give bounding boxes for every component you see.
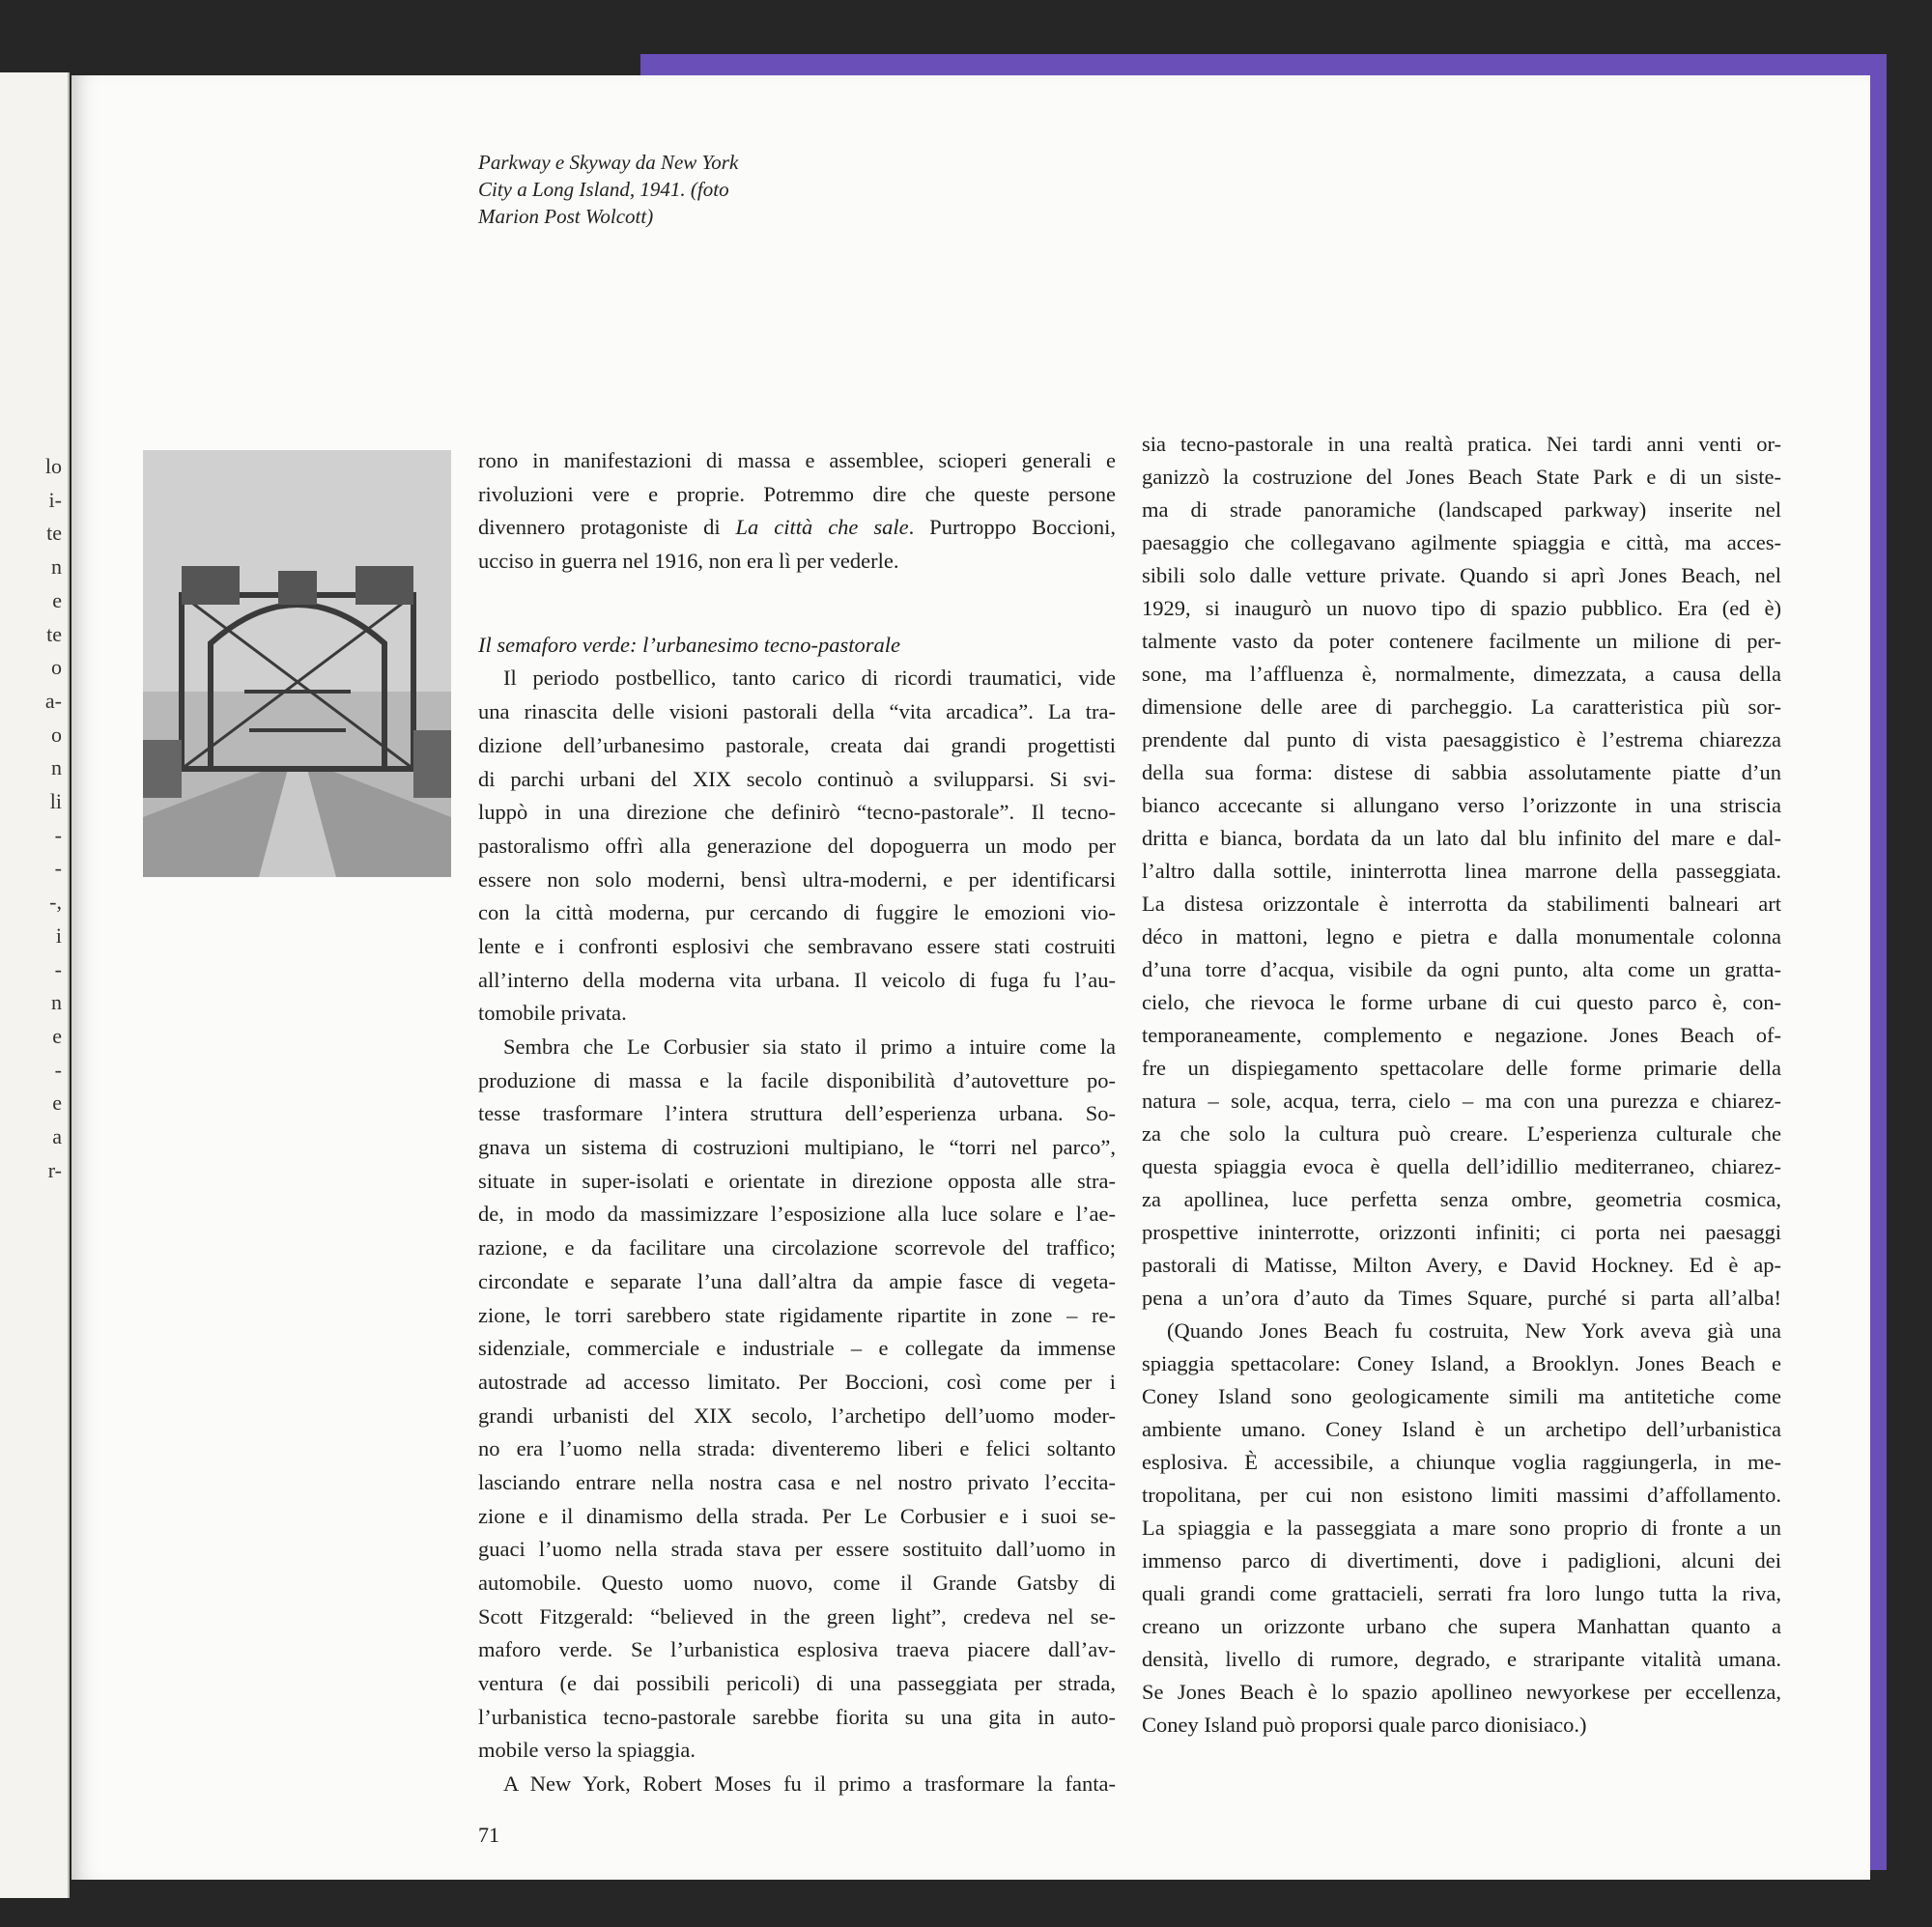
text-line-row xyxy=(1142,921,1781,953)
text-segment: situate in super-isolati e orientate in direzione opposta alle stra- xyxy=(478,1168,1116,1193)
caption-line: City a Long Island, 1941. (foto xyxy=(478,178,729,201)
text-segment: fre un dispiegamento spettacolare delle forme primarie della xyxy=(1142,1056,1781,1080)
text-line xyxy=(1142,1709,1781,1742)
text-line xyxy=(478,695,1116,729)
text-line-row xyxy=(478,1466,1116,1500)
text-segment: mobile verso la spiaggia. xyxy=(478,1738,696,1763)
text-line xyxy=(1142,559,1781,592)
bridge-photo xyxy=(143,450,451,877)
text-line xyxy=(478,1432,1116,1466)
text-line xyxy=(1142,691,1781,723)
text-line xyxy=(478,729,1116,763)
facing-page-text-fragment: - xyxy=(54,956,62,981)
text-line xyxy=(478,1198,1116,1232)
text-segment: sia tecno-pastorale in una realtà pratica. Nei tardi anni venti or- xyxy=(1142,432,1781,456)
text-line-row xyxy=(478,896,1116,930)
text-segment: con la città moderna, pur cercando di fuggire le emozioni vio- xyxy=(478,900,1116,925)
text-line-row xyxy=(478,763,1116,797)
text-segment: sibili solo dalle vetture private. Quando si aprì Jones Beach, nel xyxy=(1142,563,1781,587)
text-segment: lente e i confronti esplosivi che sembravano essere stati costruiti xyxy=(478,933,1116,958)
facing-page-text-fragment: e xyxy=(52,1091,62,1116)
text-line xyxy=(1142,1019,1781,1052)
text-line-row xyxy=(1142,855,1781,888)
text-segment: lasciando entrare nella nostra casa e nel nostro privato l’eccita- xyxy=(478,1469,1116,1494)
text-segment: grandi urbanisti del XIX secolo, l’archetipo dell’uomo moder- xyxy=(478,1403,1116,1428)
text-segment: prospettive ininterrotte, orizzonti infiniti; ci porta nei paesaggi xyxy=(1142,1220,1781,1244)
facing-page-text-fragment: o xyxy=(51,655,62,680)
text-segment: immenso parco di divertimenti, dove i padiglioni, alcuni dei xyxy=(1142,1548,1781,1573)
photo-caption xyxy=(478,149,738,230)
text-line-row xyxy=(1142,691,1781,723)
text-segment: Il periodo postbellico, tanto carico di ricordi traumatici, vide xyxy=(503,666,1116,691)
text-line-row xyxy=(478,1734,1116,1768)
text-line-row xyxy=(478,629,1116,663)
text-segment: (Quando Jones Beach fu costruita, New York aveva già una xyxy=(1167,1318,1781,1343)
text-line xyxy=(478,930,1116,964)
text-line-row xyxy=(1142,559,1781,592)
text-segment: 1929, si inaugurò un nuovo tipo di spazio pubblico. Era (ed è) xyxy=(1142,596,1781,620)
bridge-illustration xyxy=(143,450,451,877)
text-line-row xyxy=(1142,428,1781,461)
text-line xyxy=(1142,1610,1781,1643)
text-line xyxy=(1142,625,1781,658)
text-line xyxy=(1142,723,1781,756)
text-line-row xyxy=(478,444,1116,478)
text-line-row xyxy=(1142,1380,1781,1413)
text-line xyxy=(1142,888,1781,921)
text-line-row xyxy=(1142,888,1781,921)
text-line xyxy=(478,1500,1116,1534)
text-line xyxy=(1142,756,1781,789)
facing-page-text-fragment: i- xyxy=(48,487,62,512)
text-line xyxy=(1142,1544,1781,1577)
text-line-row xyxy=(1142,953,1781,986)
text-segment: zione, le torri sarebbero state rigidamente ripartite in zone – re- xyxy=(478,1302,1116,1327)
text-segment: Il semaforo verde: l’urbanesimo tecno-pastorale xyxy=(478,632,900,657)
text-line-row xyxy=(1142,1216,1781,1249)
text-line xyxy=(478,830,1116,864)
text-line-row xyxy=(478,1031,1116,1064)
text-segment: razione, e da facilitare una circolazione scorrevole del traffico; xyxy=(478,1235,1116,1261)
text-line-row xyxy=(1142,592,1781,625)
text-line xyxy=(478,1366,1116,1400)
text-segment: pastoralismo offrì alla generazione del dopoguerra un modo per xyxy=(478,833,1116,858)
text-line xyxy=(1142,494,1781,526)
text-line-row xyxy=(1142,1413,1781,1446)
text-column-left xyxy=(478,444,1116,1801)
text-line-row xyxy=(478,1299,1116,1333)
text-line-row xyxy=(478,1265,1116,1299)
text-line xyxy=(478,662,1116,695)
text-line-row xyxy=(1142,1544,1781,1577)
text-line xyxy=(1142,526,1781,559)
text-segment: sidenziale, commerciale e industriale – e collegate da immense xyxy=(478,1336,1116,1361)
text-line xyxy=(1142,1512,1781,1544)
text-line-row xyxy=(478,997,1116,1031)
text-segment: prendente dal punto di vista paesaggistico è l’estrema chiarezza xyxy=(1142,727,1781,751)
text-line xyxy=(478,763,1116,797)
text-line xyxy=(478,1165,1116,1199)
text-line-row xyxy=(478,1432,1116,1466)
text-segment: ma di strade panoramiche (landscaped parkway) inserite nel xyxy=(1142,497,1781,522)
text-line-row xyxy=(478,1567,1116,1601)
text-segment: maforo verde. Se l’urbanistica esplosiva traeva piacere dall’av- xyxy=(478,1637,1116,1662)
text-line-row xyxy=(478,695,1116,729)
text-segment: talmente vasto da poter contenere facilmente un milione di per- xyxy=(1142,629,1781,653)
text-segment: esplosiva. È accessibile, a chiunque voglia raggiungerla, in me- xyxy=(1142,1450,1781,1474)
text-line xyxy=(1142,1446,1781,1479)
text-segment: autostrade ad accesso limitato. Per Boccioni, così come per i xyxy=(478,1369,1116,1394)
text-segment: za che solo la cultura può creare. L’esperienza culturale che xyxy=(1142,1121,1781,1146)
facing-page-text-fragment: - xyxy=(54,822,62,847)
text-line xyxy=(478,896,1116,930)
text-line-row xyxy=(1142,756,1781,789)
text-segment: dizione dell’urbanesimo pastorale, creata dai grandi progettisti xyxy=(478,732,1116,757)
accent-strip-top xyxy=(640,54,1887,77)
text-line xyxy=(478,1533,1116,1567)
text-line-row xyxy=(1142,986,1781,1019)
text-segment: quali grandi come grattacieli, serrati fra loro lungo tutta la riva, xyxy=(1142,1581,1781,1605)
facing-page-text-fragment: - xyxy=(54,856,62,881)
text-segment: tomobile privata. xyxy=(478,1001,627,1026)
text-line xyxy=(478,796,1116,830)
text-segment: essere non solo moderni, bensì ultra-moderni, e per identificarsi xyxy=(478,866,1116,892)
text-line-row xyxy=(1142,723,1781,756)
text-segment: dritta e bianca, bordata da un lato dal blu infinito del mare e dal- xyxy=(1142,826,1781,850)
text-line-row xyxy=(478,545,1116,579)
facing-page-text-fragment: o xyxy=(51,722,62,747)
text-segment: tropolitana, per cui non esistono limiti massimi d’affollamento. xyxy=(1142,1483,1781,1507)
text-line xyxy=(478,1064,1116,1098)
text-column-right xyxy=(1142,428,1781,1742)
text-line xyxy=(478,1031,1116,1064)
text-line xyxy=(1142,789,1781,822)
text-line xyxy=(1142,986,1781,1019)
text-line xyxy=(478,1633,1116,1667)
text-segment: di parchi urbani del XIX secolo continuò a svilupparsi. Si svi- xyxy=(478,766,1116,791)
text-line xyxy=(1142,822,1781,855)
text-line-row xyxy=(1142,1347,1781,1380)
text-line xyxy=(1142,1249,1781,1282)
facing-page-edge xyxy=(0,72,70,1898)
facing-page-text-fragment: -, xyxy=(49,890,62,915)
text-line xyxy=(478,1232,1116,1265)
text-segment: luppò in una direzione che definirò “tecno-pastorale”. Il tecno- xyxy=(478,800,1116,825)
text-line-row xyxy=(1142,1610,1781,1643)
facing-page-text-fragment: r- xyxy=(47,1157,62,1182)
text-segment: Sembra che Le Corbusier sia stato il primo a intuire come la xyxy=(503,1034,1116,1059)
text-line-row xyxy=(1142,1315,1781,1347)
text-segment: rono in manifestazioni di massa e assemblee, scioperi generali e xyxy=(478,448,1116,472)
text-line-row xyxy=(1142,1709,1781,1742)
text-line-row xyxy=(1142,494,1781,526)
text-line-row xyxy=(1142,1512,1781,1544)
text-segment: de, in modo da massimizzare l’esposizione alla luce solare e l’ae- xyxy=(478,1202,1116,1227)
text-line-row xyxy=(478,1165,1116,1199)
text-line xyxy=(478,444,1116,478)
text-line-row xyxy=(1142,822,1781,855)
text-line-row xyxy=(1142,1052,1781,1085)
page-number: 71 xyxy=(478,1823,499,1847)
text-line xyxy=(1142,1282,1781,1315)
text-segment: paesaggio che collegavano agilmente spiaggia e città, ma acces- xyxy=(1142,530,1781,554)
text-segment: automobile. Questo uomo nuovo, come il Grande Gatsby di xyxy=(478,1571,1116,1595)
text-line-row xyxy=(478,1366,1116,1400)
text-segment: natura – sole, acqua, terra, cielo – ma con una purezza e chiarez- xyxy=(1142,1089,1781,1113)
text-segment: A New York, Robert Moses fu il primo a trasformare la fanta- xyxy=(503,1771,1116,1797)
text-line-row xyxy=(1142,1183,1781,1216)
text-line xyxy=(1142,1183,1781,1216)
text-line-row xyxy=(1142,461,1781,494)
text-segment: circondate e separate l’una dall’altra da ampie fasce di vegeta- xyxy=(478,1268,1116,1293)
text-segment: l’altro dalla sottile, ininterrotta linea marrone della passeggiata. xyxy=(1142,859,1781,883)
text-line xyxy=(478,1332,1116,1366)
text-segment: della sua forma: distese di sabbia assolutamente piatte d’un xyxy=(1142,760,1781,784)
text-segment: za apollinea, luce perfetta senza ombre, geometria cosmica, xyxy=(1142,1187,1781,1211)
text-line xyxy=(478,545,1116,579)
text-line xyxy=(1142,1052,1781,1085)
text-line-row xyxy=(478,1768,1116,1801)
text-line-row xyxy=(478,1131,1116,1165)
text-segment: ganizzò la costruzione del Jones Beach State Park e di un siste- xyxy=(1142,465,1781,489)
text-segment: Coney Island può proporsi quale parco dionisiaco.) xyxy=(1142,1713,1587,1737)
text-line xyxy=(1142,921,1781,953)
text-segment: rivoluzioni vere e proprie. Potremmo dire che queste persone xyxy=(478,481,1116,506)
text-segment: produzione di massa e la facile disponibilità d’autovetture po- xyxy=(478,1067,1116,1092)
text-segment: Coney Island sono geologicamente simili ma antitetiche come xyxy=(1142,1384,1781,1408)
facing-page-text-fragment: i xyxy=(55,922,62,948)
text-segment: pena a un’ora d’auto da Times Square, purché si parta all’alba! xyxy=(1142,1286,1781,1310)
text-line xyxy=(478,1131,1116,1165)
text-line xyxy=(478,1567,1116,1601)
text-line xyxy=(1142,1643,1781,1676)
text-line xyxy=(478,1097,1116,1131)
text-line xyxy=(478,478,1116,512)
text-segment: gnava un sistema di costruzioni multipiano, le “torri nel parco”, xyxy=(478,1135,1116,1160)
text-line-row xyxy=(478,1701,1116,1735)
facing-page-text-fragment: a- xyxy=(44,688,62,713)
text-line xyxy=(1142,1347,1781,1380)
text-segment: una rinascita delle visioni pastorali della “vita arcadica”. La tra- xyxy=(478,699,1116,724)
text-line-row xyxy=(478,1533,1116,1567)
text-segment: bianco accecante si allungano verso l’orizzonte in una striscia xyxy=(1142,793,1781,817)
text-line xyxy=(478,1466,1116,1500)
text-line-row xyxy=(1142,625,1781,658)
facing-page-text-fragment: n xyxy=(51,554,62,580)
text-line-row xyxy=(1142,1249,1781,1282)
text-line xyxy=(1142,461,1781,494)
facing-page-text-fragment: li xyxy=(49,789,62,813)
text-line-row xyxy=(478,830,1116,864)
facing-page-text-fragment: n xyxy=(51,990,62,1015)
text-line-row xyxy=(478,964,1116,998)
facing-page-text-fragment: te xyxy=(46,621,62,646)
text-line-row xyxy=(478,579,1116,629)
text-line-row xyxy=(1142,526,1781,559)
text-segment: tesse trasformare l’intera struttura dell’esperienza urbana. So- xyxy=(478,1101,1116,1126)
text-segment: spiaggia spettacolare: Coney Island, a Brooklyn. Jones Beach e xyxy=(1142,1351,1781,1375)
text-line xyxy=(478,997,1116,1031)
caption-line: Marion Post Wolcott) xyxy=(478,205,654,228)
text-line xyxy=(478,1734,1116,1768)
text-line xyxy=(1142,1118,1781,1150)
text-line xyxy=(1142,1216,1781,1249)
text-line-row xyxy=(478,1097,1116,1131)
text-line-row xyxy=(478,1198,1116,1232)
text-segment: déco in mattoni, legno e pietra e dalla monumentale colonna xyxy=(1142,924,1781,949)
facing-page-text-fragment: a xyxy=(52,1124,62,1148)
text-line-row xyxy=(478,1500,1116,1534)
text-segment: Scott Fitzgerald: “believed in the green light”, credeva nel se- xyxy=(478,1603,1116,1629)
text-line-row xyxy=(1142,1019,1781,1052)
text-line-row xyxy=(1142,789,1781,822)
text-line xyxy=(1142,592,1781,625)
text-line-row xyxy=(1142,1118,1781,1150)
text-line xyxy=(1142,953,1781,986)
text-line xyxy=(478,964,1116,998)
text-segment: La distesa orizzontale è interrotta da stabilimenti balneari art xyxy=(1142,892,1781,916)
facing-page-text-fragment: n xyxy=(51,755,62,780)
text-line-row xyxy=(478,796,1116,830)
text-segment: sone, ma l’affluenza è, normalmente, dimezzata, a causa della xyxy=(1142,662,1781,686)
text-line xyxy=(1142,1380,1781,1413)
text-segment: questa spiaggia evoca è quella dell’idillio mediterraneo, chiarez- xyxy=(1142,1154,1781,1178)
text-segment: densità, livello di rumore, degrado, e straripante vitalità umana. xyxy=(1142,1647,1781,1671)
text-line-row xyxy=(478,511,1116,545)
text-line xyxy=(1142,1479,1781,1512)
text-line-row xyxy=(478,1633,1116,1667)
text-line-row xyxy=(1142,1150,1781,1183)
text-segment: pastorali di Matisse, Milton Avery, e David Hockney. Ed è ap- xyxy=(1142,1253,1781,1277)
text-line xyxy=(1142,855,1781,888)
text-line-row xyxy=(478,662,1116,695)
text-line-row xyxy=(478,729,1116,763)
text-line xyxy=(1142,658,1781,691)
text-line-row xyxy=(1142,658,1781,691)
text-line-row xyxy=(1142,1577,1781,1610)
text-segment: Se Jones Beach è lo spazio apollineo newyorkese per eccellenza, xyxy=(1142,1680,1781,1704)
text-segment: ambiente umano. Coney Island è un archetipo dell’urbanistica xyxy=(1142,1417,1781,1441)
text-segment: temporaneamente, complemento e negazione. Jones Beach of- xyxy=(1142,1023,1781,1047)
text-line-row xyxy=(1142,1479,1781,1512)
text-segment: zione e il dinamismo della strada. Per Le Corbusier e i suoi se- xyxy=(478,1503,1116,1528)
text-line xyxy=(1142,1413,1781,1446)
text-line xyxy=(478,1701,1116,1735)
text-line-row xyxy=(478,1667,1116,1701)
text-segment: divennero protagoniste di xyxy=(478,515,736,540)
text-line-row xyxy=(478,1601,1116,1634)
text-segment: ucciso in guerra nel 1916, non era lì per vederle. xyxy=(478,549,899,574)
text-line-row xyxy=(1142,1446,1781,1479)
text-line xyxy=(478,1265,1116,1299)
text-segment: all’interno della moderna vita urbana. Il veicolo di fuga fu l’au- xyxy=(478,967,1116,992)
text-line xyxy=(1142,1150,1781,1183)
text-line xyxy=(478,511,1116,545)
caption-line: Parkway e Skyway da New York xyxy=(478,151,739,174)
text-segment: d’una torre d’acqua, visibile da ogni punto, alta come un gratta- xyxy=(1142,957,1781,981)
text-segment: dimensione delle aree di parcheggio. La caratteristica più sor- xyxy=(1142,694,1781,719)
text-line-row xyxy=(478,1332,1116,1366)
text-line-row xyxy=(1142,1085,1781,1118)
text-line xyxy=(1142,428,1781,461)
text-line xyxy=(478,1601,1116,1634)
text-line-row xyxy=(478,930,1116,964)
text-line-row xyxy=(478,1064,1116,1098)
facing-page-text-fragment: lo xyxy=(44,454,62,478)
facing-page-text-fragment: te xyxy=(46,521,62,546)
text-line xyxy=(478,864,1116,897)
facing-page-text-fragment: e xyxy=(52,587,62,612)
text-segment: creano un orizzonte urbano che supera Manhattan quanto a xyxy=(1142,1614,1781,1638)
text-line-row xyxy=(1142,1282,1781,1315)
text-line-row xyxy=(478,1400,1116,1433)
facing-page-text-fragment: - xyxy=(54,1057,62,1082)
text-line-row xyxy=(478,864,1116,897)
text-line xyxy=(478,1768,1116,1801)
text-segment: l’urbanistica tecno-pastorale sarebbe fiorita su una gita in auto- xyxy=(478,1704,1116,1729)
text-line xyxy=(478,1400,1116,1433)
text-line-row xyxy=(478,1232,1116,1265)
text-line-row xyxy=(1142,1676,1781,1709)
text-line xyxy=(1142,1676,1781,1709)
text-segment: . Purtroppo Boccioni, xyxy=(908,515,1116,540)
text-segment: La spiaggia e la passeggiata a mare sono proprio di fronte a un xyxy=(1142,1516,1781,1540)
text-segment: no era l’uomo nella strada: diventeremo liberi e felici soltanto xyxy=(478,1436,1116,1461)
text-line xyxy=(1142,1315,1781,1347)
text-line xyxy=(478,1667,1116,1701)
text-line-row xyxy=(1142,1643,1781,1676)
text-segment: guaci l’uomo nella strada stava per essere sostituito dall’uomo in xyxy=(478,1537,1116,1562)
text-line-row xyxy=(478,478,1116,512)
facing-page-text-fragment: e xyxy=(52,1023,62,1048)
text-line xyxy=(1142,1085,1781,1118)
italic-title: La città che sale xyxy=(735,515,909,540)
text-segment: cielo, che rievoca le forme urbane di cui questo parco è, con- xyxy=(1142,990,1781,1014)
section-heading xyxy=(478,629,1116,663)
text-line xyxy=(1142,1577,1781,1610)
text-segment: ventura (e dai possibili pericoli) di una passeggiata per strada, xyxy=(478,1671,1116,1696)
text-line xyxy=(478,1299,1116,1333)
